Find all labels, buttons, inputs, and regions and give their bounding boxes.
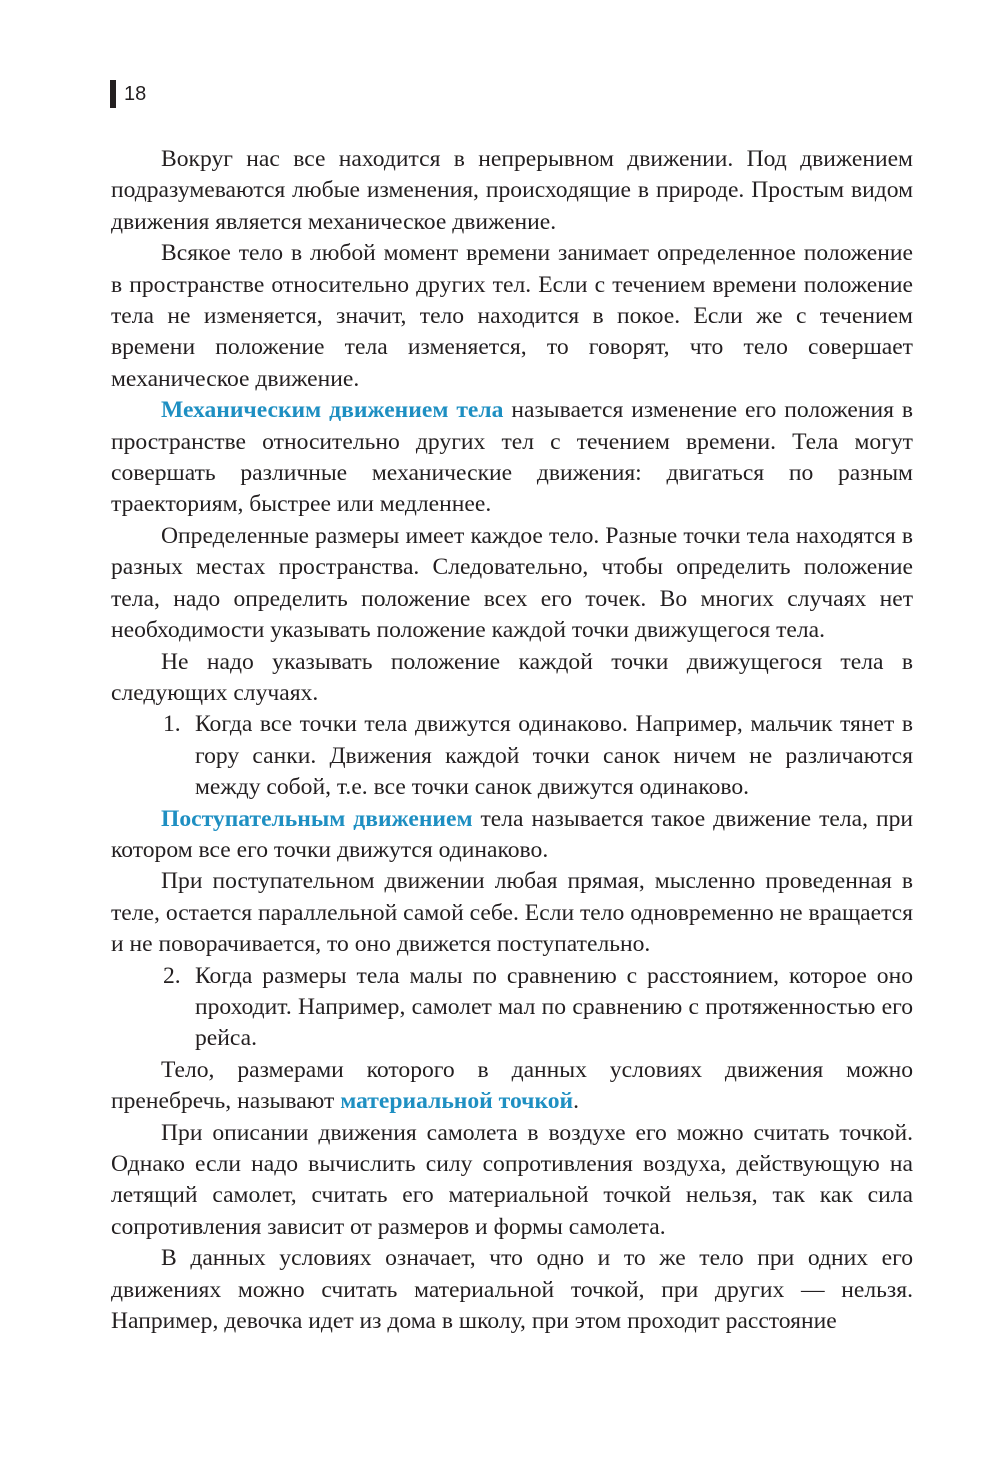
- definition-paragraph: [111, 395, 913, 521]
- definition-text: тела называется такое движение тела, при котором все его точки движутся одинаково.: [111, 805, 913, 863]
- paragraph: При поступательном движении любая прямая, мысленно проведенная в теле, остается параллельной самой себе. Если тело одновременно не вращается и не поворачивается, то оно движется поступательно.: [111, 868, 913, 958]
- paragraph: Всякое тело в любой момент времени занимает определенное положение в пространстве относительно других тел. Если с течением времени положение тела не изменяется, значит, тело находится в покое. Если же с течением времени положение тела изменяется, то говорят, что тело совершает механическое движение.: [111, 240, 913, 392]
- list-item-number: 1.: [163, 711, 181, 738]
- page-body: [111, 144, 913, 1337]
- paragraph: Определенные размеры имеет каждое тело. Разные точки тела находятся в разных местах пространства. Следовательно, чтобы определить положение тела, надо определить положение всех его точек. Во многих случаях нет необходимости указывать положение каждой точки движущегося тела.: [111, 522, 913, 644]
- definition-paragraph: [111, 1055, 913, 1118]
- list-item-text: Когда все точки тела движутся одинаково. Например, мальчик тянет в гору санки. Движения каждой точки санок ничем не различаются между собой, т.е. все точки санок движутся одинаково.: [195, 711, 913, 801]
- definition-text: называется изменение его положения в пространстве относительно других тел с течением времени. Тела могут совершать различные механические движения: двигаться по разным траекториям, быстрее или медленнее.: [111, 397, 913, 518]
- definition-term: материальной точкой: [340, 1088, 574, 1115]
- list-item: [111, 961, 913, 1055]
- list-item-text: Когда размеры тела малы по сравнению с расстоянием, которое оно проходит. Например, самолет мал по сравнению с протяженностью его рейса.: [195, 962, 913, 1052]
- list-item-number: 2.: [163, 962, 181, 989]
- definition-term: Поступательным движением: [161, 805, 473, 832]
- paragraph: При описании движения самолета в воздухе его можно считать точкой. Однако если надо вычислить силу сопротивления воздуха, действующую на летящий самолет, считать его материальной точкой нельзя, так как сила сопротивления зависит от размеров и формы самолета.: [111, 1119, 913, 1240]
- definition-text: Тело, размерами которого в данных условиях движения можно пренебречь, называют: [111, 1056, 913, 1115]
- page-header: [110, 80, 146, 108]
- definition-paragraph: [111, 804, 913, 867]
- definition-term: Механическим движением тела: [161, 397, 504, 424]
- page-number: 18: [124, 83, 147, 105]
- page-number-marker: [110, 80, 116, 108]
- paragraph: Вокруг нас все находится в непрерывном движении. Под движением подразумеваются любые изменения, происходящие в природе. Простым видом движения является механическое движение.: [111, 146, 913, 235]
- paragraph: В данных условиях означает, что одно и то же тело при одних его движениях можно считать материальной точкой, при других — нельзя. Например, девочка идет из дома в школу, при этом проходит расстояние: [111, 1245, 913, 1335]
- paragraph: Не надо указывать положение каждой точки движущегося тела в следующих случаях.: [111, 648, 913, 706]
- definition-text-end: .: [573, 1088, 580, 1115]
- list-item: [111, 709, 913, 803]
